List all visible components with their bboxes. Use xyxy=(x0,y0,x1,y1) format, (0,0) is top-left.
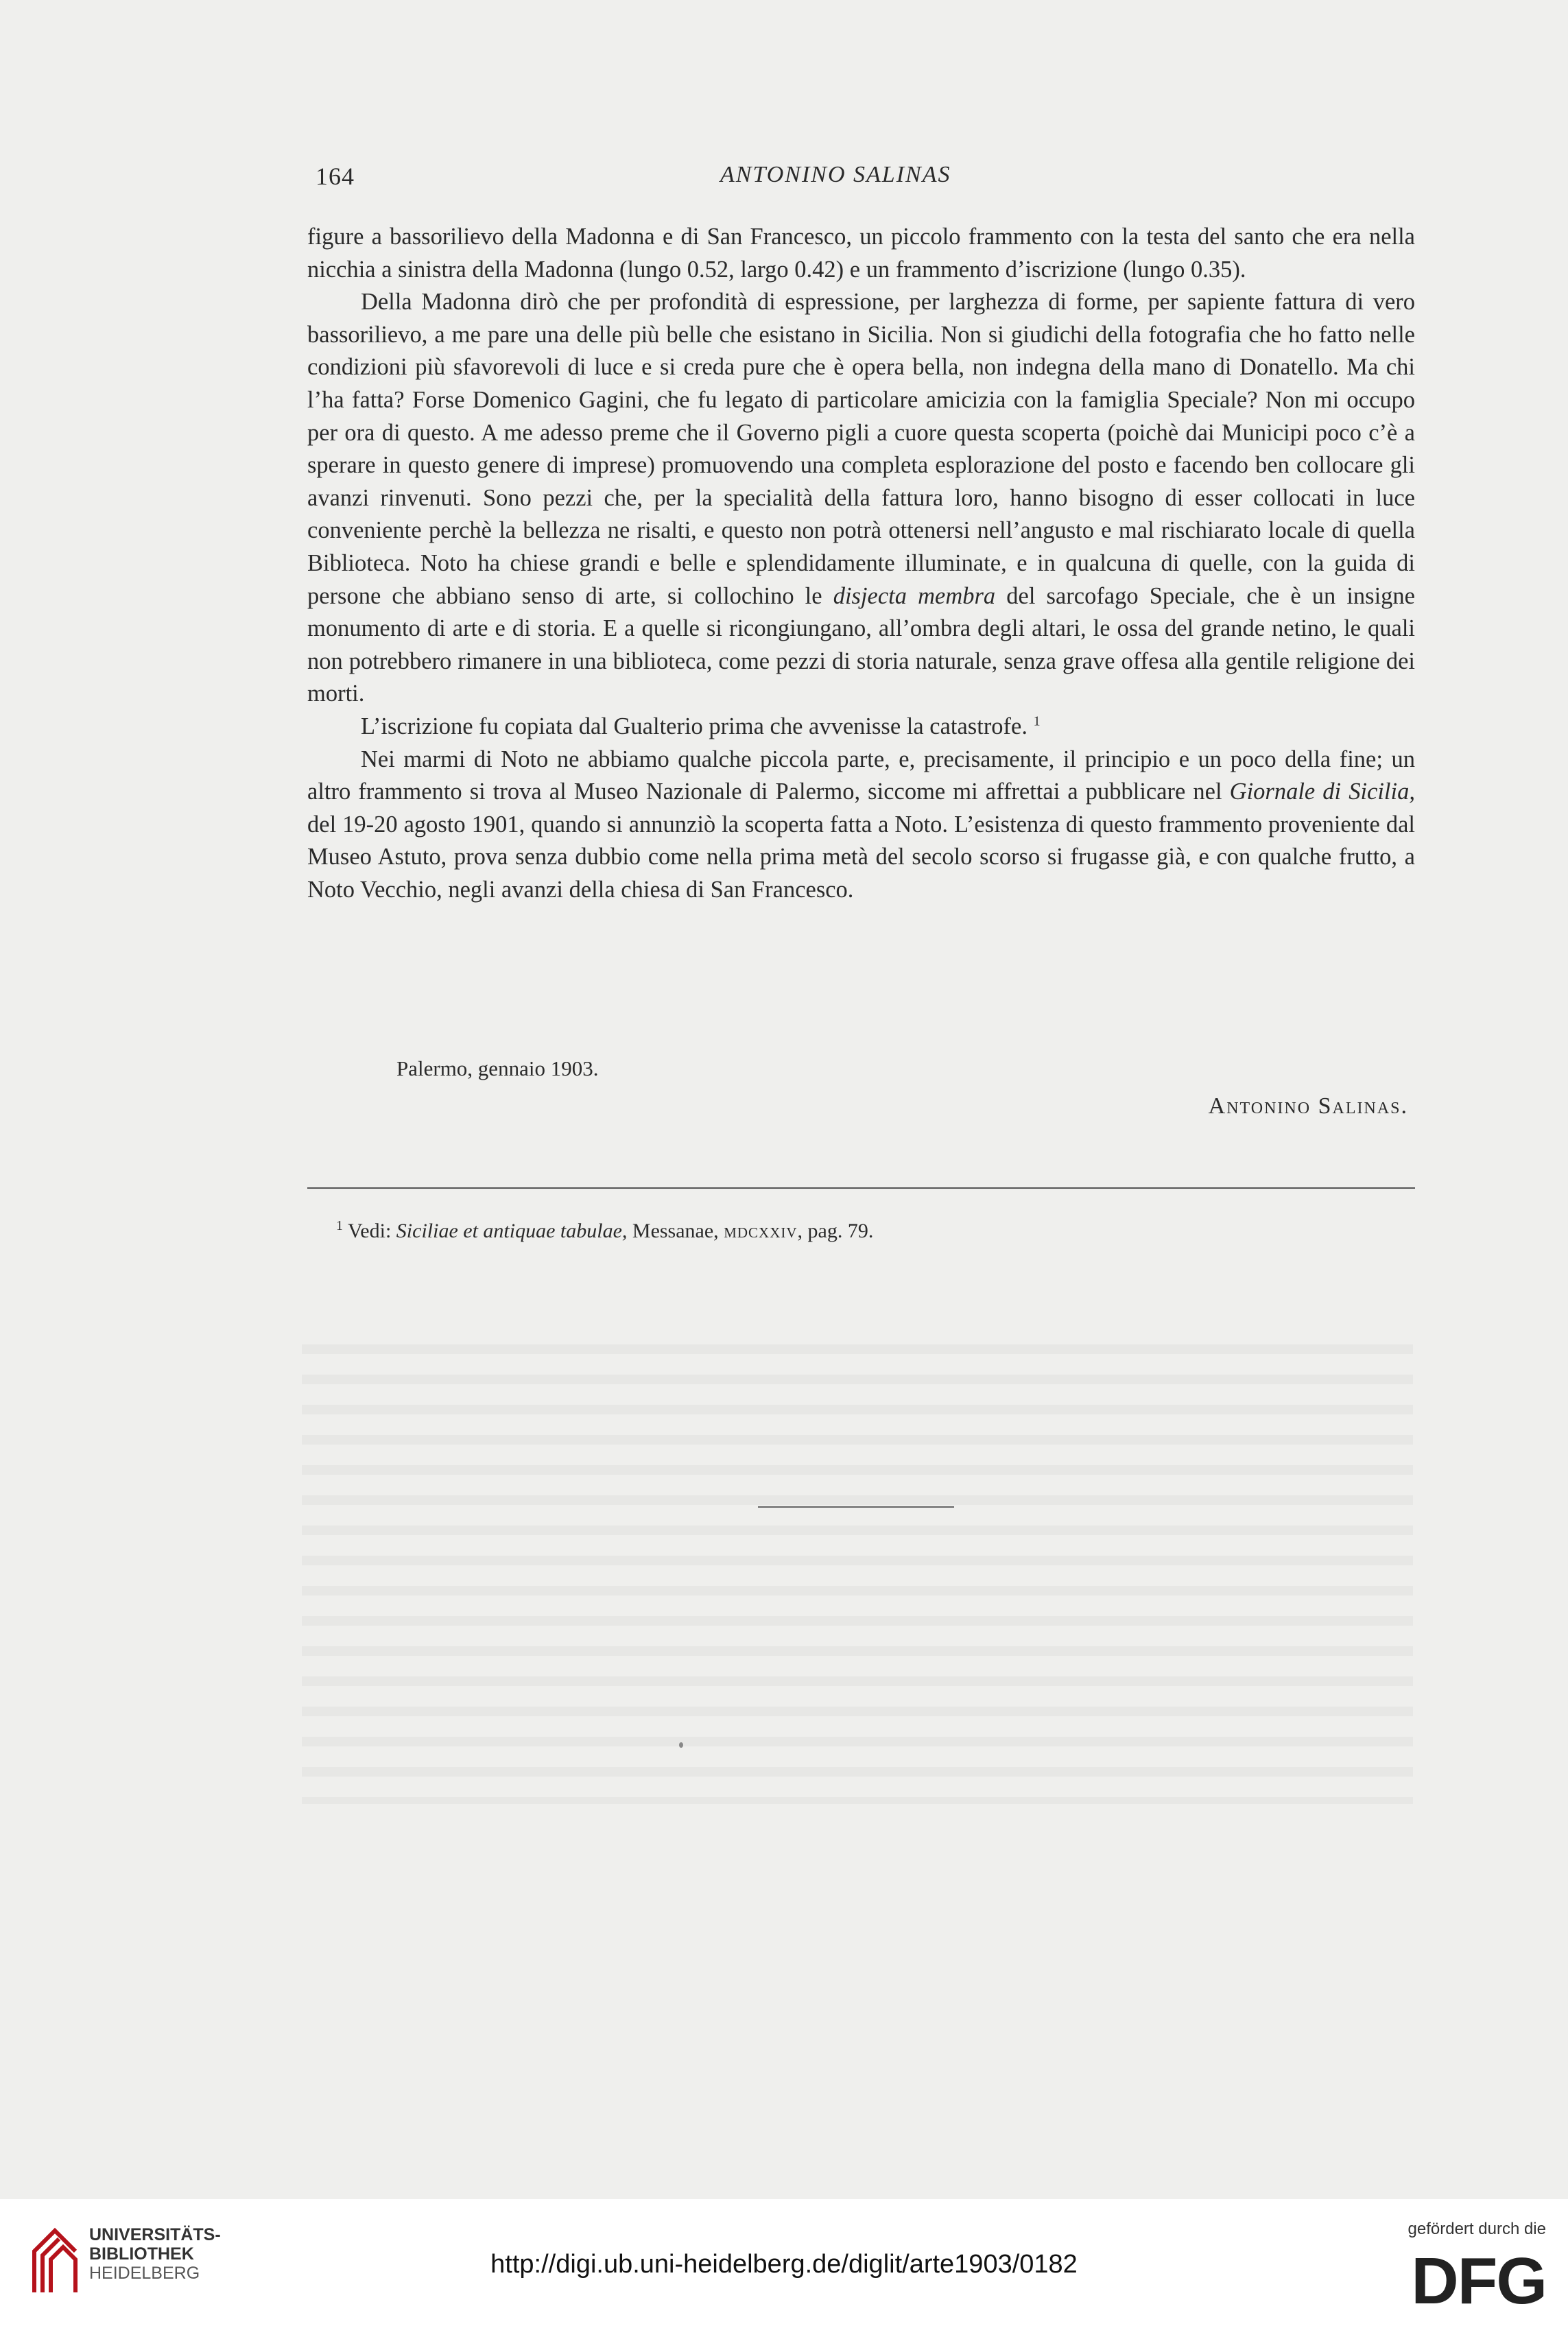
dfg-wordmark: DFG xyxy=(1411,2244,1546,2318)
signoff xyxy=(307,1056,1415,1132)
running-head xyxy=(316,162,1413,203)
page-number: 164 xyxy=(316,163,355,190)
footnote-marker: 1 xyxy=(336,1218,343,1233)
paragraph-1: figure a bassorilievo della Madonna e di San Francesco, un piccolo frammento con la testa del santo che era nella nicchia a sinistra della Madonna (lungo 0.52, largo 0.42) e un frammento d’iscrizione (lungo 0.35). xyxy=(307,224,1415,283)
footnote-year: mdcxxiv xyxy=(724,1220,798,1242)
footnote: $^1$ Vedi: Siciliae et antiquae tabulae, Messanae, mdcxxiv, pag. 79. xyxy=(336,1218,874,1242)
dfg-logo[interactable] xyxy=(1375,2220,1546,2323)
place-date: Palermo, gennaio 1903. xyxy=(396,1056,599,1080)
body-text xyxy=(307,221,1415,906)
permalink-url[interactable]: http://digi.ub.uni-heidelberg.de/diglit/arte1903/0182 xyxy=(490,2250,1078,2279)
italic-title: Giornale di Sicilia, xyxy=(1229,779,1415,805)
footnote-rule xyxy=(307,1187,1415,1189)
paragraph-2: Della Madonna dirò che per profondità di espressione, per larghezza di forme, per sapiente fattura di vero bassorilievo, a me pare una delle più belle che esistano in Sicilia. Non si giudichi della fotografia che ho fatto nelle condizioni più sfavorevoli di luce e si creda pure che è opera bella, non indegna della mano di Donatello. Ma chi l’ha fatta? Forse Domenico Gagini, che fu legato di particolare amicizia con la famiglia Speciale? Non mi occupo per ora di questo. A me adesso preme che il Governo pigli a cuore questa scoperta (poichè dai Municipi poco c’è a sperare in questo genere di imprese) promuovendo una completa esplorazione del posto e facendo ben collocare gli avanzi rinvenuti. Sono pezzi che, per la specialità della fattura loro, hanno bisogno di esser collocati in luce conveniente perchè la bellezza ne risalti, e questo non potrà ottenersi nell’angusto e mal rischiarato locale di quella Biblioteca. Noto ha chiese grandi e belle e splendidamente illuminate, e in qualcuna di quelle, con la guida di persone che abbiano senso di arte, si collochino le disjecta membra del sarcofago Speciale, che è un insigne monumento di arte e di storia. E a quelle si ricongiungano, all’ombra degli altari, le ossa del grande netino, le quali non potrebbero rimanere in una biblioteca, come pezzi di storia naturale, senza grave offesa alla gentile religione dei morti. xyxy=(307,289,1415,707)
paper-speck xyxy=(679,1742,683,1748)
footnote-title: Siciliae et antiquae tabulae, xyxy=(396,1220,628,1242)
footnote-ref: 1 xyxy=(1033,713,1041,729)
funded-by-caption: gefördert durch die xyxy=(1407,2220,1546,2238)
library-name[interactable]: UNIVERSITÄTS- BIBLIOTHEK HEIDELBERG xyxy=(89,2225,221,2283)
show-through-text xyxy=(302,1324,1413,1804)
paragraph-4: Nei marmi di Noto ne abbiamo qualche piccola parte, e, precisamente, il principio e un poco della fine; un altro frammento si trova al Museo Nazionale di Palermo, siccome mi affrettai a pubblicare nel Giornale di Sicilia, del 19-20 agosto 1901, quando si annunziò la scoperta fatta a Noto. L’esistenza di questo frammento proveniente dal Museo Astuto, prova senza dubbio come nella prima metà del secolo scorso si frugasse già, e con qualche frutto, a Noto Vecchio, negli avanzi della chiesa di San Francesco. xyxy=(307,746,1415,903)
paragraph-3: L’iscrizione fu copiata dal Gualterio prima che avvenisse la catastrofe. $^1$ xyxy=(361,713,1041,739)
running-title: ANTONINO SALINAS xyxy=(720,162,951,187)
footer-bar xyxy=(0,2199,1568,2326)
italic-phrase: disjecta membra xyxy=(833,582,996,609)
section-rule xyxy=(758,1506,954,1508)
author-signature: Antonino Salinas. xyxy=(1208,1093,1408,1119)
